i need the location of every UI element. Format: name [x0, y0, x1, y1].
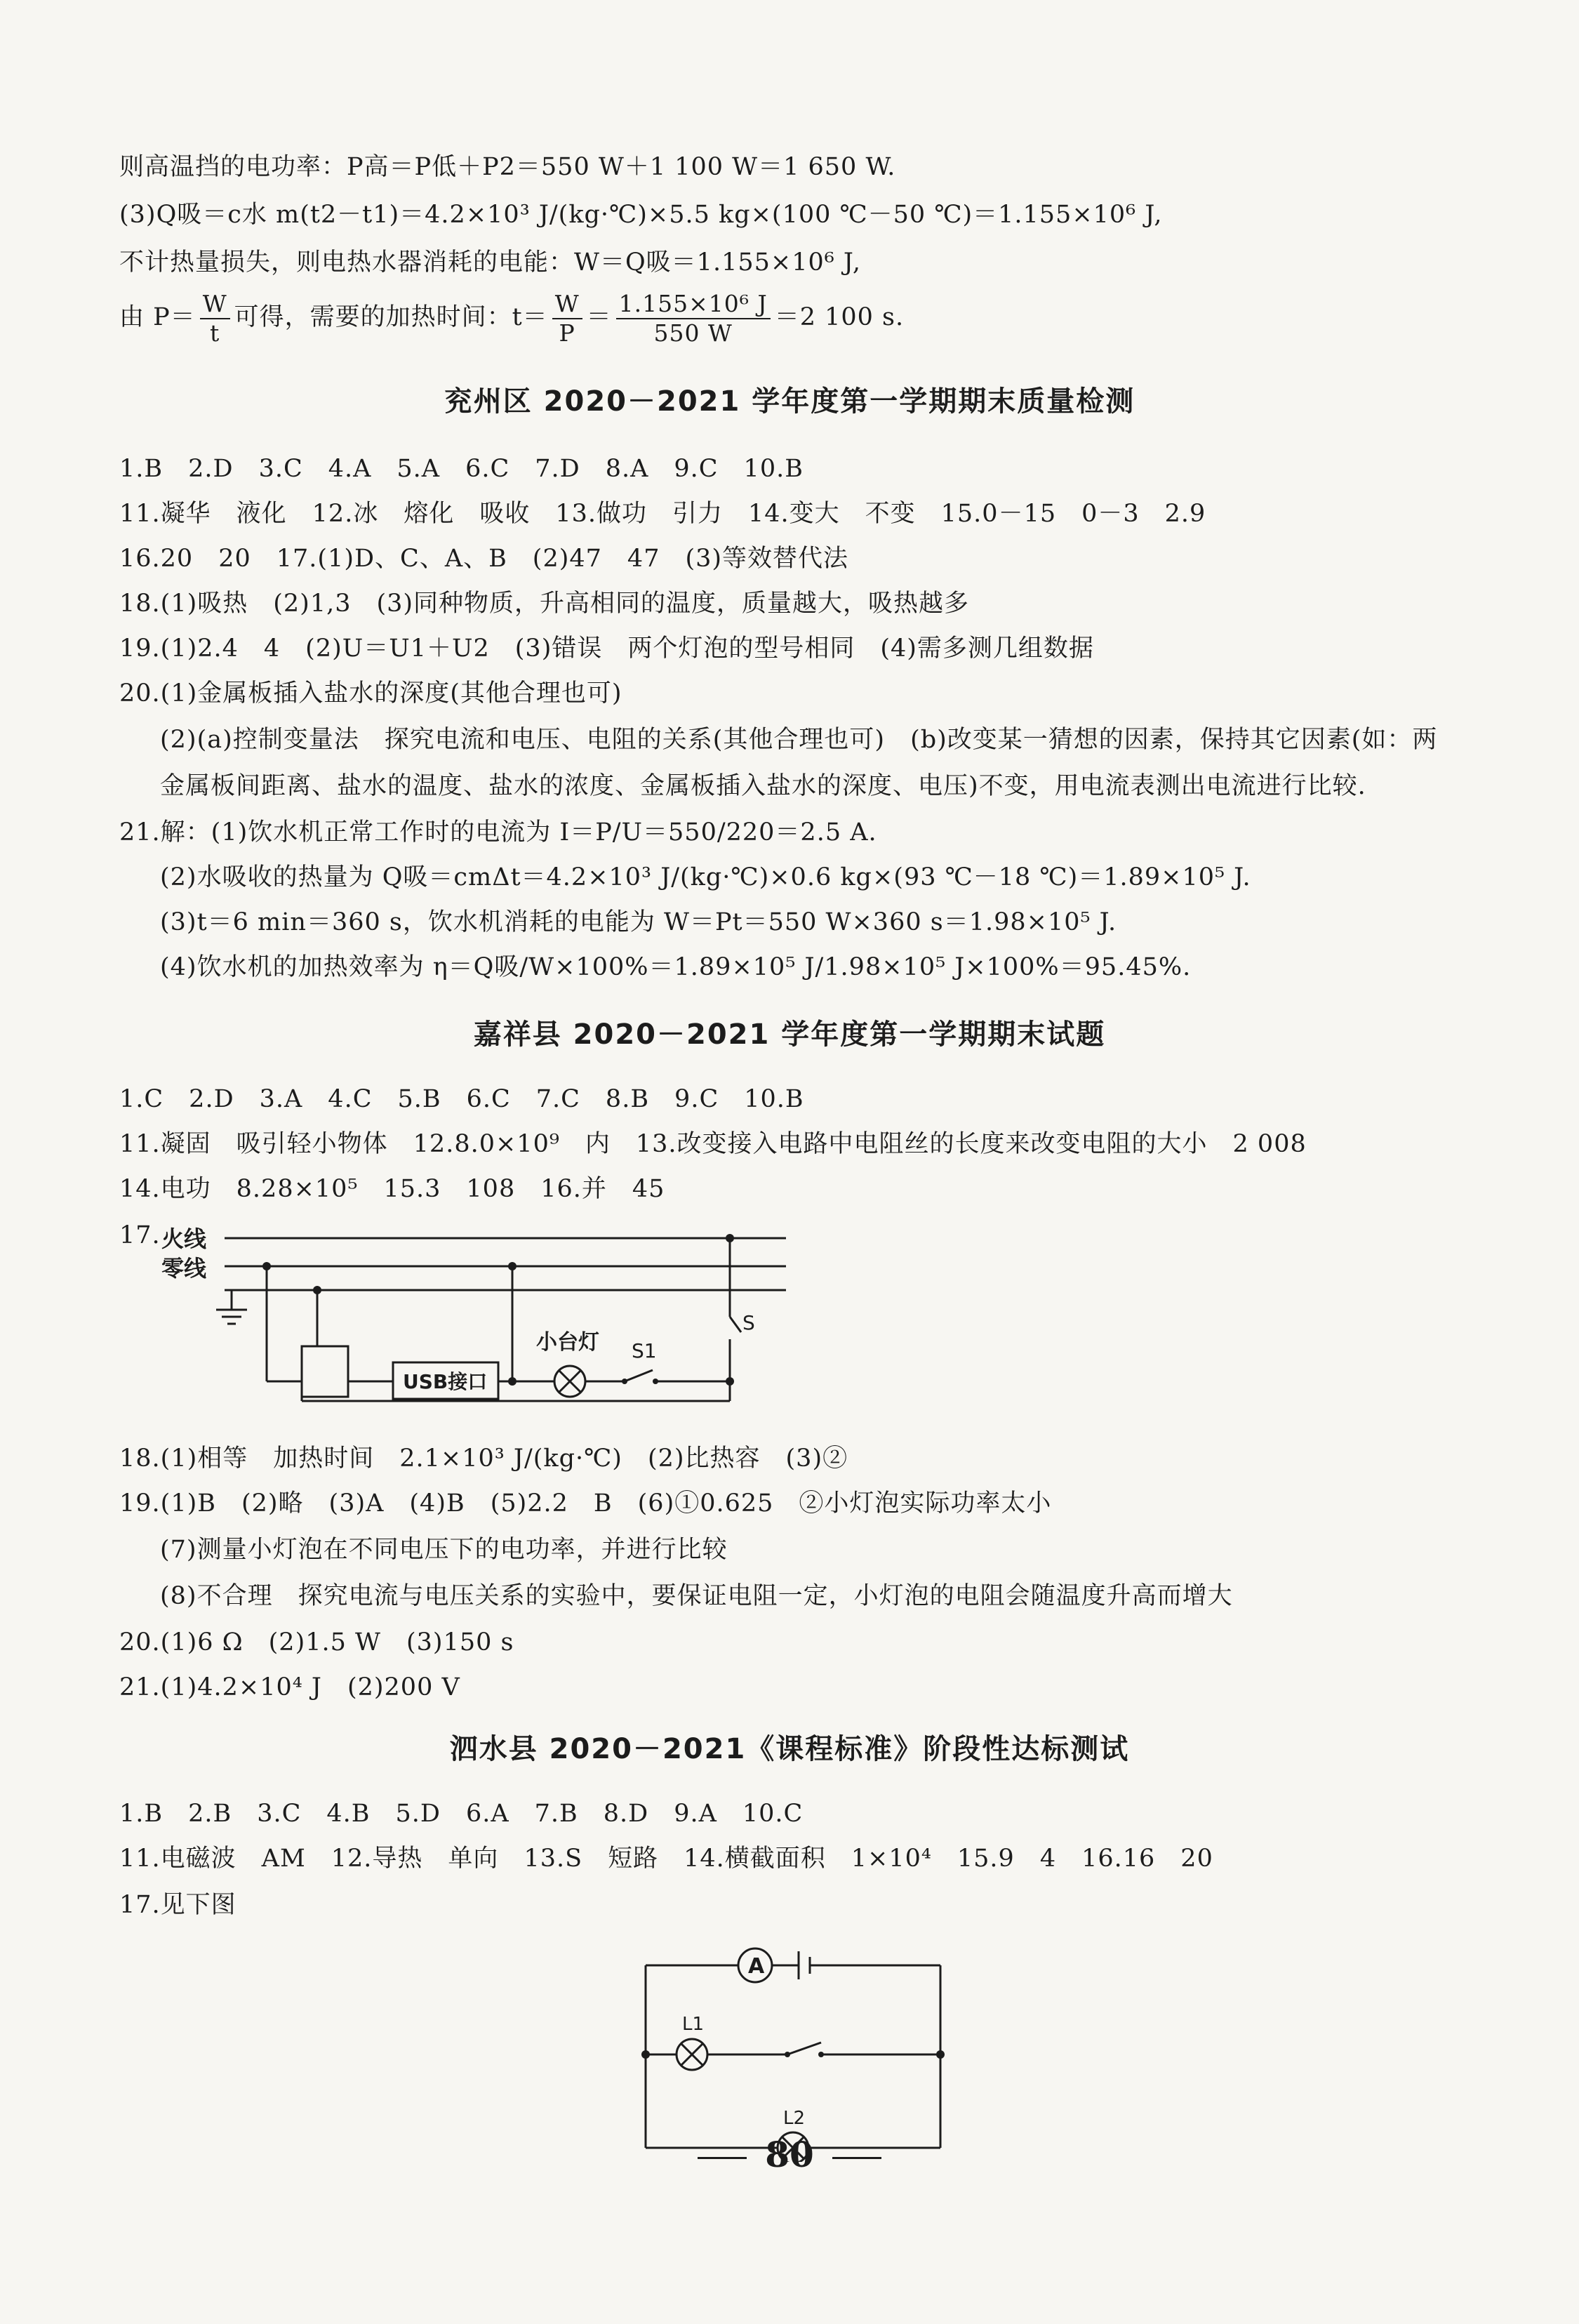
text-line: 11.电磁波 AM 12.导热 单向 13.S 短路 14.横截面积 1×10⁴ 15.9 4 16.16 20 [119, 1845, 1213, 1873]
household-circuit-diagram [161, 1211, 793, 1415]
text-line: 则高温挡的电功率：P高＝P低＋P2＝550 W＋1 100 W＝1 650 W. [119, 153, 896, 181]
fraction [200, 290, 230, 347]
fraction [552, 290, 582, 347]
text-line: (3)Q吸＝c水 m(t2－t1)＝4.2×10³ J/(kg·℃)×5.5 kg×(100 ℃－50 ℃)＝1.155×10⁶ J, [119, 201, 1163, 229]
parallel-circuit-diagram [632, 1937, 954, 2162]
fraction-numerator: W [552, 290, 582, 319]
live-wire-label: 火线 [161, 1226, 207, 1252]
page-number-dash [698, 2157, 747, 2159]
formula-text: 由 P＝ [119, 303, 196, 331]
text-line: 19.(1)B (2)略 (3)A (4)B (5)2.2 B (6)①0.625 ②小灯泡实际功率太小 [119, 1489, 1052, 1518]
fraction-denominator: P [559, 319, 575, 347]
text-line: (8)不合理 探究电流与电压关系的实验中，要保证电阻一定，小灯泡的电阻会随温度升高而增大 [160, 1582, 1233, 1610]
page-number [0, 2134, 1579, 2175]
text-line: 18.(1)相等 加热时间 2.1×10³ J/(kg·℃) (2)比热容 (3)② [119, 1445, 848, 1473]
parallel-circuit-figure [632, 1937, 954, 2162]
section-title: 泗水县 2020－2021《课程标准》阶段性达标测试 [449, 1733, 1130, 1765]
lamp-l1-label: L1 [682, 2014, 705, 2035]
fraction-denominator: t [210, 319, 220, 347]
text-line: 1.C 2.D 3.A 4.C 5.B 6.C 7.C 8.B 9.C 10.B [119, 1085, 804, 1113]
text-line: 20.(1)金属板插入盐水的深度(其他合理也可) [119, 679, 622, 708]
text-line: 17.见下图 [119, 1891, 236, 1919]
page-number-dash [832, 2157, 881, 2159]
text-line: 金属板间距离、盐水的温度、盐水的浓度、金属板插入盐水的深度、电压)不变，用电流表测出电流进行比较. [160, 772, 1366, 800]
text-line: 17. [119, 1221, 161, 1249]
text-line: (7)测量小灯泡在不同电压下的电功率，并进行比较 [160, 1536, 728, 1564]
text-line: 不计热量损失，则电热水器消耗的电能：W＝Q吸＝1.155×10⁶ J, [119, 248, 861, 277]
text-line: 1.B 2.B 3.C 4.B 5.D 6.A 7.B 8.D 9.A 10.C [119, 1800, 804, 1828]
text-line: (2)(a)控制变量法 探究电流和电压、电阻的关系(其他合理也可) (b)改变某一猜想的因素，保持其它因素(如：两 [160, 726, 1438, 754]
text-line: 11.凝固 吸引轻小物体 12.8.0×10⁹ 内 13.改变接入电路中电阻丝的长度来改变电阻的大小 2 008 [119, 1130, 1307, 1158]
fraction-denominator: 550 W [653, 319, 733, 347]
fraction-numerator: 1.155×10⁶ J [616, 290, 771, 319]
lamp-label: 小台灯 [536, 1330, 599, 1355]
text-line: 21.(1)4.2×10⁴ J (2)200 V [119, 1673, 460, 1701]
lamp-l2-label: L2 [783, 2108, 806, 2129]
formula-text: ＝ [586, 303, 612, 331]
text-line: 16.20 20 17.(1)D、C、A、B (2)47 47 (3)等效替代法 [119, 545, 849, 573]
text-line: 18.(1)吸热 (2)1,3 (3)同种物质，升高相同的温度，质量越大，吸热越多 [119, 590, 970, 618]
switch-s-label: S [742, 1311, 755, 1334]
text-line: 19.(1)2.4 4 (2)U＝U1＋U2 (3)错误 两个灯泡的型号相同 (4)需多测几组数据 [119, 635, 1094, 663]
text-line: 21.解：(1)饮水机正常工作时的电流为 I＝P/U＝550/220＝2.5 A. [119, 818, 877, 846]
formula-line [119, 289, 1495, 347]
neutral-wire-label: 零线 [161, 1255, 207, 1282]
switch-s1-label: S1 [632, 1339, 657, 1362]
text-line: (3)t＝6 min＝360 s，饮水机消耗的电能为 W＝Pt＝550 W×360 s＝1.98×10⁵ J. [160, 908, 1117, 936]
page-number-value: 80 [765, 2134, 814, 2175]
text-line: 14.电功 8.28×10⁵ 15.3 108 16.并 45 [119, 1175, 665, 1203]
fraction-numerator: W [200, 290, 230, 319]
fraction [616, 290, 771, 347]
text-line: (4)饮水机的加热效率为 η＝Q吸/W×100%＝1.89×10⁵ J/1.98×10⁵ J×100%＝95.45%. [160, 953, 1192, 981]
section-title: 嘉祥县 2020－2021 学年度第一学期期末试题 [473, 1018, 1106, 1051]
text-line: 1.B 2.D 3.C 4.A 5.A 6.C 7.D 8.A 9.C 10.B [119, 455, 804, 483]
text-line: 20.(1)6 Ω (2)1.5 W (3)150 s [119, 1628, 514, 1656]
formula-text: ＝2 100 s. [774, 303, 905, 331]
usb-label: USB接口 [403, 1370, 488, 1393]
ammeter-label: A [748, 1954, 765, 1979]
text-line: (2)水吸收的热量为 Q吸＝cmΔt＝4.2×10³ J/(kg·℃)×0.6 kg×(93 ℃－18 ℃)＝1.89×10⁵ J. [160, 863, 1251, 891]
household-circuit-figure [161, 1211, 793, 1415]
text-line: 11.凝华 液化 12.冰 熔化 吸收 13.做功 引力 14.变大 不变 15.0－15 0－3 2.9 [119, 500, 1206, 528]
formula-text: 可得，需要的加热时间：t＝ [234, 303, 548, 331]
section-title: 兖州区 2020－2021 学年度第一学期期末质量检测 [444, 385, 1135, 418]
